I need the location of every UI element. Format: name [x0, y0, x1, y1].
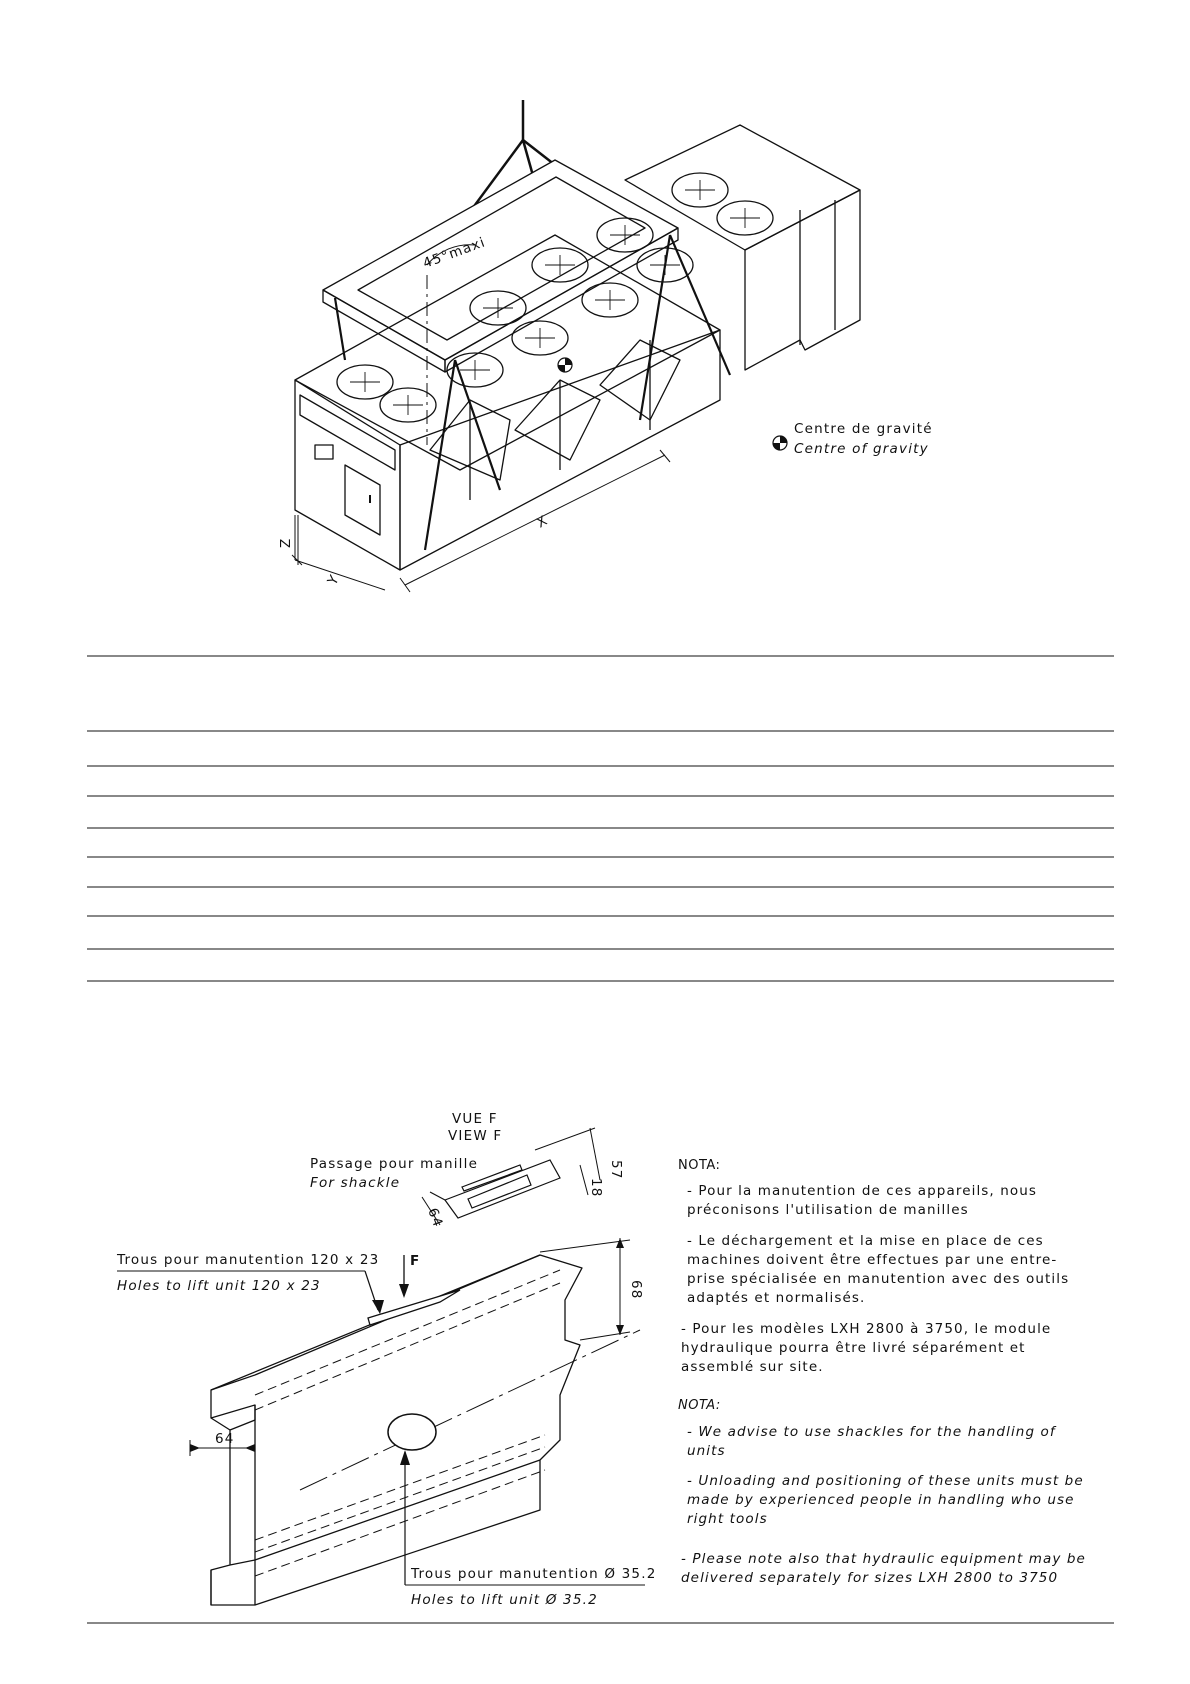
dim-18-label: 18	[588, 1178, 604, 1198]
angle-label: 45°maxi	[420, 234, 488, 272]
dim-64-label: 64	[215, 1431, 235, 1447]
note-fr-3: - Pour les modèles LXH 2800 à 3750, le module hydraulique pourra être livré séparément et assemblé sur site.	[681, 1321, 1052, 1375]
arrow-f-label: F	[410, 1253, 421, 1269]
shackle-label-fr: Passage pour manille	[310, 1156, 479, 1172]
note-en-1: - We advise to use shackles for the handling of units	[687, 1424, 1056, 1459]
hole-label-en: Holes to lift unit Ø 35.2	[411, 1592, 598, 1608]
shackle-label-en: For shackle	[310, 1175, 401, 1191]
legend-label-fr: Centre de gravité	[794, 421, 933, 437]
view-label-fr: VUE F	[452, 1111, 498, 1127]
legend-label-en: Centre of gravity	[794, 441, 929, 457]
note-fr-1: - Pour la manutention de ces appareils, nous préconisons l'utilisation de manilles	[687, 1183, 1038, 1218]
axis-z-label: Z	[278, 537, 294, 548]
note-fr-2: - Le déchargement et la mise en place de ces machines doivent être effectues par une entre-prise spécialisée en manutention avec des outils adaptés et normalisés.	[687, 1233, 1070, 1306]
note-en-2: - Unloading and positioning of these units must be made by experienced people in handling who use right tools	[687, 1473, 1084, 1527]
dim-57-label: 57	[608, 1160, 624, 1180]
nota-heading-fr: NOTA:	[678, 1158, 721, 1173]
dim-64-detail-label: 64	[424, 1205, 446, 1230]
axis-x-label: X	[534, 512, 552, 532]
hole-label-fr: Trous pour manutention Ø 35.2	[411, 1566, 657, 1582]
nota-heading-en: NOTA:	[678, 1398, 721, 1413]
note-en-3: - Please note also that hydraulic equipment may be delivered separately for sizes LXH 2800 to 3750	[681, 1551, 1086, 1586]
axis-y-label: Y	[324, 571, 344, 588]
view-label-en: VIEW F	[448, 1128, 503, 1144]
dim-68-label: 68	[628, 1280, 644, 1300]
slot-label-en: Holes to lift unit 120 x 23	[117, 1278, 321, 1294]
slot-label-fr: Trous pour manutention 120 x 23	[117, 1252, 380, 1268]
